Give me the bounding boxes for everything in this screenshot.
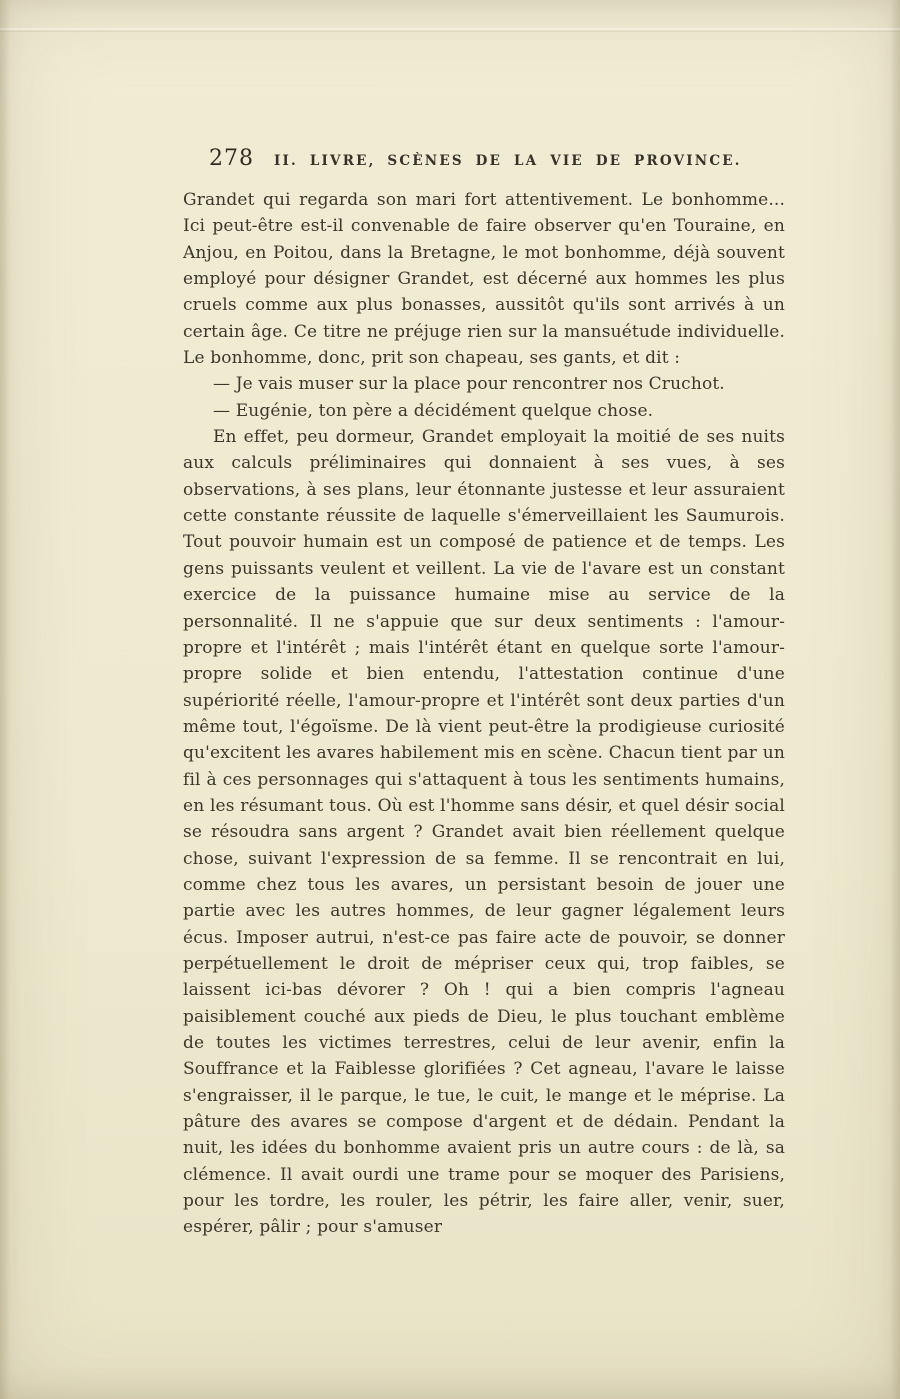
running-header: II. LIVRE, SCÈNES DE LA VIE DE PROVINCE. xyxy=(274,153,742,169)
scan-crease-line xyxy=(0,28,900,32)
text-block xyxy=(183,146,785,1241)
page-edge-shadow-left xyxy=(0,0,10,1399)
paragraph-continuation: Grandet qui regarda son mari fort attentivement. Le bonhomme... Ici peut-être est-il convenable de faire observer qu'en Touraine, en Anjou, en Poitou, dans la Bretagne, le mot bonhomme, déjà souvent employé pour désigner Grandet, est décerné aux hommes les plus cruels comme aux plus bonasses, aussitôt qu'ils sont arrivés à un certain âge. Ce titre ne préjuge rien sur la mansuétude individuelle. Le bonhomme, donc, prit son chapeau, ses gants, et dit : xyxy=(183,190,785,369)
dialogue-line: — Je vais muser sur la place pour rencontrer nos Cruchot. xyxy=(213,374,725,395)
page-number: 278 xyxy=(209,146,254,171)
page-header xyxy=(209,146,785,171)
page-edge-shadow-right xyxy=(890,0,900,1399)
dialogue-line: — Eugénie, ton père a décidément quelque chose. xyxy=(213,400,654,421)
page-body xyxy=(183,187,785,1241)
paragraph: En effet, peu dormeur, Grandet employait la moitié de ses nuits aux calculs préliminaires qui donnaient à ses vues, à ses observations, à ses plans, leur étonnante justesse et leur assuraient cette constante réussite de laquelle s'émerveillaient les Saumurois. Tout pouvoir humain est un composé de patience et de temps. Les gens puissants veulent et veillent. La vie de l'avare est un constant exercice de la puissance humaine mise au service de la personnalité. Il ne s'appuie que sur deux sentiments : l'amour-propre et l'intérêt ; mais l'intérêt étant en quelque sorte l'amour-propre solide et bien entendu, l'attestation continue d'une supériorité réelle, l'amour-propre et l'intérêt sont deux parties d'un même tout, l'égoïsme. De là vient peut-être la prodigieuse curiosité qu'excitent les avares habilement mis en scène. Chacun tient par un fil à ces personnages qui s'attaquent à tous les sentiments humains, en les résumant tous. Où est l'homme sans désir, et quel désir social se résoudra sans argent ? Grandet avait bien réellement quelque chose, suivant l'expression de sa femme. Il se rencontrait en lui, comme chez tous les avares, un persistant besoin de jouer une partie avec les autres hommes, de leur gagner légalement leurs écus. Imposer autrui, n'est-ce pas faire acte de pouvoir, se donner perpétuellement le droit de mépriser ceux qui, trop faibles, se laissent ici-bas dévorer ? Oh ! qui a bien compris l'agneau paisiblement couché aux pieds de Dieu, le plus touchant emblème de toutes les victimes terrestres, celui de leur avenir, enfin la Souffrance et la Faiblesse glorifiées ? Cet agneau, l'avare le laisse s'engraisser, il le parque, le tue, le cuit, le mange et le méprise. La pâture des avares se compose d'argent et de dédain. Pendant la nuit, les idées du bonhomme avaient pris un autre cours : de là, sa clémence. Il avait ourdi une trame pour se moquer des Parisiens, pour les tordre, les rouler, les pétrir, les faire aller, venir, suer, espérer, pâlir ; pour s'amuser xyxy=(183,427,785,1238)
